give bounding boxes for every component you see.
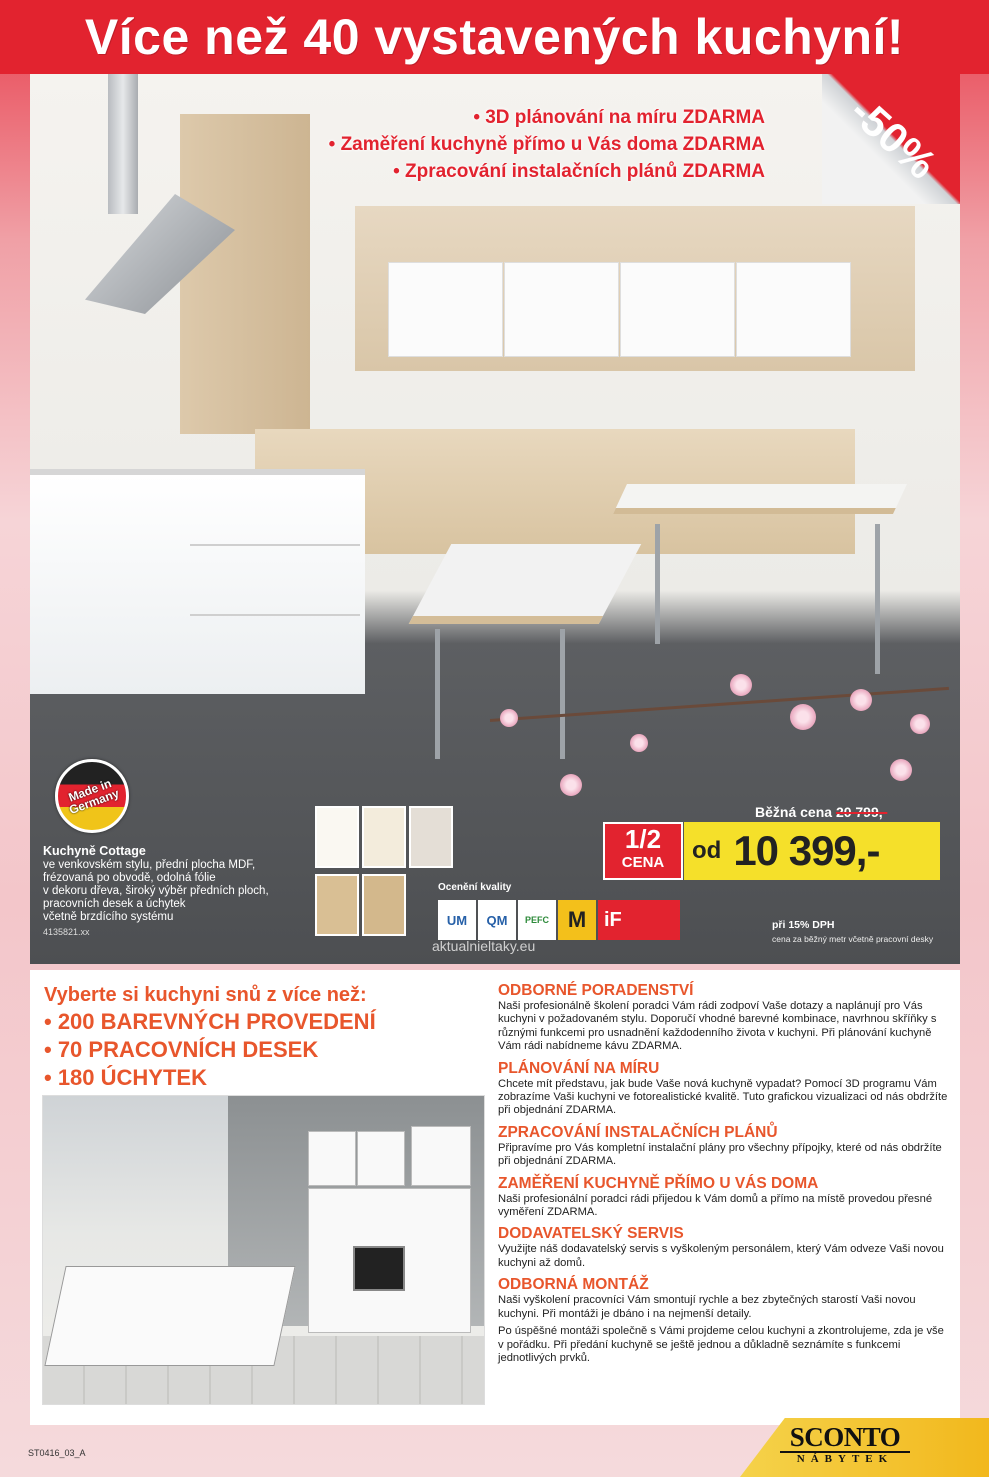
table-leg: [875, 524, 880, 674]
product-title: Kuchyně Cottage: [43, 844, 146, 858]
sconto-logo: [780, 1423, 910, 1465]
upper-cabinet: [388, 262, 503, 357]
cherry-blossom: [560, 774, 582, 796]
choose-item: • 70 PRACOVNÍCH DESEK: [44, 1037, 319, 1062]
choose-heading: Vyberte si kuchyni snů z více než:: [44, 984, 367, 1006]
footer-code: ST0416_03_A: [28, 1448, 86, 1458]
sketch-cabinet: [411, 1126, 471, 1186]
product-description: [43, 845, 323, 939]
vat-info: při 15% DPH: [772, 919, 835, 931]
choose-item: • 200 BAREVNÝCH PROVEDENÍ: [44, 1009, 376, 1034]
service-body: Naši profesionální poradci rádi přijedou k Vám domů a přímo na místě provedou přesné vyměření ZDARMA.: [498, 1192, 933, 1219]
service-title: ODBORNÁ MONTÁŽ: [498, 1276, 649, 1294]
door-swatch-white: [315, 806, 359, 868]
top-banner: [0, 0, 989, 74]
cherry-blossom: [850, 689, 872, 711]
cherry-blossom: [630, 734, 648, 752]
door-swatch-grey: [409, 806, 453, 868]
bullet-3d-planning: • 3D plánování na míru ZDARMA: [473, 107, 765, 128]
product-line: v dekoru dřeva, široký výběr předních ploch,: [43, 885, 269, 897]
door-swatch-cream: [362, 806, 406, 868]
service-extra-text: Po úspěšné montáži společně s Vámi projdeme celou kuchyni a zkontrolujeme, zda je vše v pořádku. Při předání kuchyně se ještě jednou a důkladně seznámíte s funkcemi jednotlivých prvků.: [498, 1325, 944, 1364]
cert-pefc-icon: PEFC: [518, 900, 556, 940]
vat-note: cena za běžný metr včetně pracovní desky: [772, 934, 934, 944]
regular-price: [755, 804, 887, 820]
kitchen-sketch-illustration: [42, 1095, 485, 1405]
hero-kitchen-photo: [30, 74, 960, 964]
cherry-blossom: [730, 674, 752, 696]
service-block: [498, 1225, 948, 1270]
extractor-hood-chimney: [108, 74, 138, 214]
free-services-list: [329, 104, 765, 185]
half-price-box: [603, 822, 683, 880]
cert-m-icon: M: [558, 900, 596, 940]
if-design-award-icon: iF: [598, 900, 680, 940]
choose-item: • 180 ÚCHYTEK: [44, 1065, 207, 1090]
product-line: ve venkovském stylu, přední plocha MDF,: [43, 859, 256, 871]
service-block: [498, 1060, 948, 1118]
service-body: Využijte náš dodavatelský servis s vyškoleným personálem, který Vám odveze Vaši novou kuchyni až domů.: [498, 1243, 944, 1269]
price-box: [684, 822, 940, 880]
service-body: Naši profesionálně školení poradci Vám rádi zodpoví Vaše dotazy a naplánují pro Vás kuchyni v požadovaném stylu. Doporučí vhodné barevné kombinace, navrhnou skříňky s různými funkcemi pro usnadnění každodenního života v kuchyni. Při plánování kuchyně Vám rádi nabídneme kávu ZDARMA.: [498, 1000, 937, 1053]
services-section: [30, 970, 960, 1425]
service-title: PLÁNOVÁNÍ NA MÍRU: [498, 1059, 660, 1077]
service-block: [498, 1124, 948, 1169]
badge-text: Made in Germany: [66, 776, 121, 818]
bench: [409, 544, 642, 624]
sale-percent: -50%: [841, 87, 946, 188]
service-title: ZAMĚŘENÍ KUCHYNĚ PŘÍMO U VÁS DOMA: [498, 1174, 819, 1192]
service-title: ODBORNÉ PORADENSTVÍ: [498, 982, 694, 999]
upper-cabinet: [504, 262, 619, 357]
kitchen-island: [30, 469, 365, 694]
sketch-cabinet: [357, 1131, 405, 1186]
price-value: 10 399,-: [733, 827, 880, 874]
watermark: aktualnieltaky.eu: [432, 938, 536, 954]
cert-um-icon: UM: [438, 900, 476, 940]
service-title: DODAVATELSKÝ SERVIS: [498, 1225, 684, 1243]
made-in-germany-badge: [55, 759, 129, 833]
sketch-island: [44, 1266, 295, 1366]
blossom-branch: [490, 687, 949, 722]
service-block: [498, 1175, 948, 1220]
quality-awards-label: Ocenění kvality: [438, 882, 512, 893]
service-body: Připravíme pro Vás kompletní instalační plány pro všechny přípojky, které od nás obdržíte při objednání ZDARMA.: [498, 1141, 942, 1168]
half-price-label: CENA: [621, 854, 665, 871]
cherry-blossom: [500, 709, 518, 727]
service-body: Chcete mít představu, jak bude Vaše nová kuchyně vypadat? Pomocí 3D programu Vám zobrazíme Vaši kuchyni ve fotorealistické kvalitě. Tuto grafickou vizualizaci od nás obdržíte při objednání ZDARMA.: [498, 1077, 948, 1117]
logo-sub: NÁBYTEK: [780, 1451, 910, 1465]
services-list: [498, 982, 948, 1371]
regular-price-label: Běžná cena: [755, 804, 833, 820]
upper-cabinet: [620, 262, 735, 357]
drawer-line: [190, 544, 360, 546]
cherry-blossom: [790, 704, 816, 730]
bench-leg: [560, 629, 565, 759]
sketch-oven: [353, 1246, 405, 1291]
wood-shelf-panel: [180, 114, 310, 434]
cherry-blossom: [890, 759, 912, 781]
upper-cabinet: [736, 262, 851, 357]
cert-qm-icon: QM: [478, 900, 516, 940]
door-swatch-oak: [362, 874, 406, 936]
service-block: [498, 982, 948, 1054]
table-leg: [655, 524, 660, 644]
product-line: pracovních desek a úchytek: [43, 898, 186, 910]
service-title: ZPRACOVÁNÍ INSTALAČNÍCH PLÁNŮ: [498, 1123, 778, 1141]
choose-options: [44, 982, 376, 1092]
banner-title: Více než 40 vystavených kuchyní!: [84, 9, 905, 65]
cherry-blossom: [910, 714, 930, 734]
product-line: frézovaná po obvodě, odolná fólie: [43, 872, 216, 884]
sketch-cabinet: [308, 1131, 356, 1186]
regular-price-value: 20 799,-: [835, 804, 888, 820]
service-body: Naši vyškolení pracovníci Vám smontují rychle a bez zbytečných starostí Vaši novou kuchyni. Při montáži je dbáno i na nejmenší detaily.: [498, 1294, 916, 1320]
bullet-measuring: • Zaměření kuchyně přímo u Vás doma ZDARMA: [328, 134, 765, 155]
drawer-line: [190, 614, 360, 616]
logo-brand: SCONTO: [789, 1422, 901, 1452]
half-price-fraction: 1/2: [624, 824, 662, 854]
bullet-installation-plans: • Zpracování instalačních plánů ZDARMA: [393, 161, 765, 182]
bench-leg: [435, 629, 440, 759]
price-prefix: od: [692, 837, 722, 864]
service-block: [498, 1276, 948, 1365]
dining-table: [613, 484, 907, 514]
door-swatch-oak: [315, 874, 359, 936]
product-line: včetně brzdícího systému: [43, 911, 174, 923]
product-code: 4135821.xx: [43, 927, 90, 937]
